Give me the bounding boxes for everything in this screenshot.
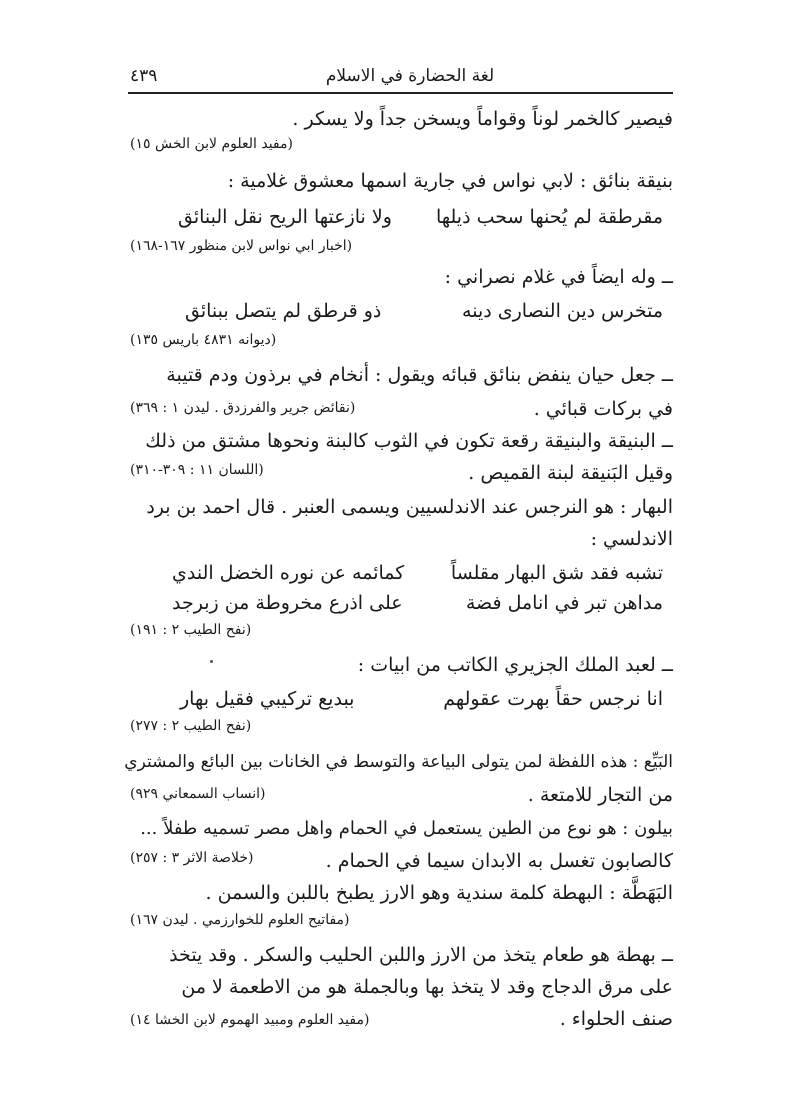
- entry-line: البَهَطَّة : البهطة كلمة سندية وهو الارز يطبخ باللبن والسمن .: [205, 882, 673, 904]
- verse-hemistich: انا نرجس حقاً بهرت عقولهم: [443, 688, 663, 710]
- text-line: كالصابون تغسل به الابدان سيما في الحمام .: [325, 850, 673, 872]
- verse-hemistich: ذو قرطق لم يتصل ببنائق: [185, 300, 382, 322]
- entry-line: بنيقة بنائق : لابي نواس في جارية اسمها معشوق غلامية :: [227, 170, 673, 192]
- verse-hemistich: تشبه فقد شق البهار مقلساً: [450, 562, 663, 584]
- entry-line: بيلون : هو نوع من الطين يستعمل في الحمام واهل مصر تسميه طفلاً ...: [140, 818, 673, 839]
- source-citation: (نقائض جرير والفرزدق . ليدن ١ : ٣٦٩): [130, 400, 356, 416]
- header-rule: [128, 92, 673, 94]
- verse-hemistich: مداهن تبر في انامل فضة: [465, 592, 663, 614]
- text-line: وقيل البَنيقة لبنة القميص .: [468, 462, 673, 484]
- verse-hemistich: ببديع تركيبي فقيل بهار: [180, 688, 355, 710]
- source-citation: (نفح الطيب ٢ : ٢٧٧): [130, 718, 252, 734]
- verse-hemistich: على اذرع مخروطة من زبرجد: [172, 592, 403, 614]
- source-citation: (خلاصة الاثر ٣ : ٢٥٧): [130, 850, 254, 866]
- text-line: في بركات قبائي .: [533, 398, 673, 420]
- page-number: ٤٣٩: [130, 66, 158, 86]
- text-line: صنف الحلواء .: [559, 1008, 673, 1030]
- entry-line: البَيِّع : هذه اللفظة لمن يتولى البياعة والتوسط في الخانات بين البائع والمشتري: [124, 752, 673, 772]
- verse-hemistich: ولا نازعتها الريح نقل البنائق: [178, 206, 392, 228]
- source-citation: (مفيد العلوم لابن الخش ١٥): [130, 136, 293, 152]
- text-line: ــ جعل حيان ينفض بنائق قبائه ويقول : أنخام في برذون ودم قتيبة: [166, 364, 673, 386]
- verse-hemistich: مقرطقة لم يُحنها سحب ذيلها: [435, 206, 663, 228]
- text-line: فيصير كالخمر لوناً وقواماً ويسخن جداً ولا يسكر .: [292, 108, 673, 130]
- verse-hemistich: كمائمه عن نوره الخضل الندي: [172, 562, 405, 584]
- text-line: الاندلسي :: [590, 528, 673, 550]
- entry-line: البهار : هو النرجس عند الاندلسيين ويسمى العنبر . قال احمد بن برد: [146, 496, 673, 518]
- text-line: ــ بهطة هو طعام يتخذ من الارز واللبن الحليب والسكر . وقد يتخذ: [169, 944, 673, 966]
- source-citation: (مفاتيح العلوم للخوارزمي . ليدن ١٦٧): [130, 912, 350, 928]
- source-citation: (اخبار ابي نواس لابن منظور ١٦٧-١٦٨): [130, 238, 353, 254]
- text-line: على مرق الدجاج وقد لا يتخذ بها وبالجملة هو من الاطعمة لا من: [181, 976, 673, 998]
- source-citation: (نفح الطيب ٢ : ١٩١): [130, 622, 252, 638]
- source-citation: (ديوانه ٤٨٣١ باريس ١٣٥): [130, 332, 277, 348]
- running-header-title: لغة الحضارة في الاسلام: [325, 66, 495, 86]
- source-citation: (مفيد العلوم ومبيد الهموم لابن الخشا ١٤): [130, 1012, 370, 1028]
- print-speck: [210, 660, 213, 663]
- text-line: ــ لعبد الملك الجزيري الكاتب من ابيات :: [357, 654, 673, 676]
- text-line: ــ البنيقة والبنيقة رقعة تكون في الثوب كالبنة ونحوها مشتق من ذلك: [145, 430, 673, 452]
- source-citation: (انساب السمعاني ٩٢٩): [130, 786, 266, 802]
- source-citation: (اللسان ١١ : ٣٠٩-٣١٠): [130, 462, 264, 478]
- text-line: من التجار للامتعة .: [527, 784, 673, 806]
- verse-hemistich: متخرس دين النصارى دينه: [462, 300, 663, 322]
- text-line: ــ وله ايضاً في غلام نصراني :: [444, 266, 673, 288]
